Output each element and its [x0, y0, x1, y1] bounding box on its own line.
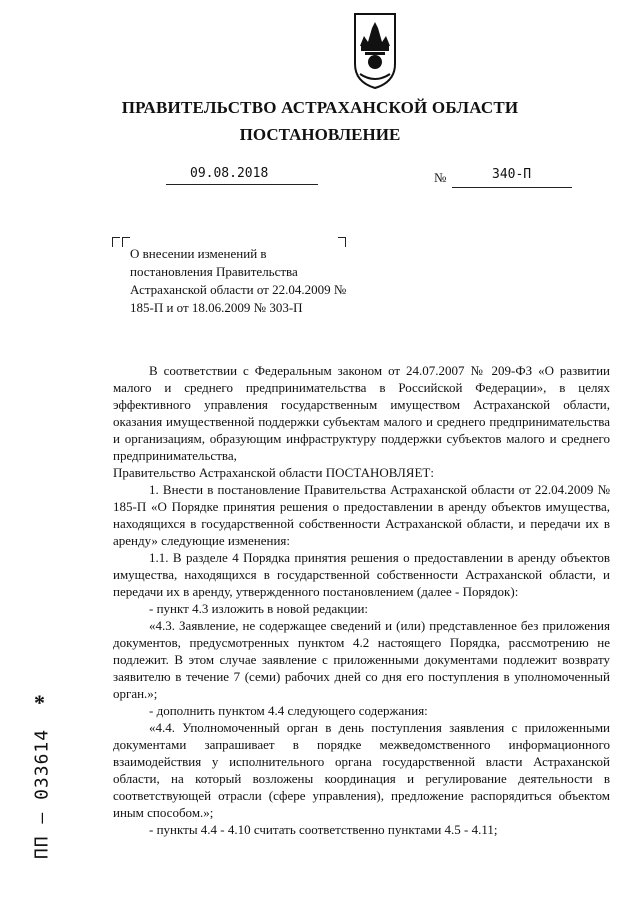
side-serial-code: [30, 714, 54, 874]
document-number: 340-П: [492, 167, 532, 182]
body-paragraph: «4.3. Заявление, не содержащее сведений и (или) представленное без приложения документов, предусмотренных пунктом 4.2 настоящего Порядка, рассмотрению не подлежит. В этом случае заявление с приложенными документами подлежит возврату заявителю в течение 7 (семи) рабочих дней со дня его поступления в уполномоченный орган.»;: [113, 618, 610, 701]
coat-of-arms-emblem: [350, 12, 400, 90]
body-paragraph: - дополнить пунктом 4.4 следующего содержания:: [149, 703, 428, 718]
side-serial-code-text: ПП – 033614: [31, 728, 53, 860]
document-subject: О внесении изменений в постановления Правительства Астраханской области от 22.04.2009 № 185-П и от 18.06.2009 № 303-П: [130, 246, 347, 315]
body-paragraph: В соответствии с Федеральным законом от 24.07.2007 № 209-ФЗ «О развитии малого и среднего предпринимательства в Российской Федерации», в целях эффективного управления государственным имуществом Астраханской области, оказания имущественной поддержки субъектам малого и среднего предпринимательства и организациям, образующим инфраструктуру поддержки субъектов малого и среднего предпринимательства,: [113, 363, 610, 463]
body-paragraph: - пункт 4.3 изложить в новой редакции:: [149, 601, 369, 616]
body-paragraph: 1. Внести в постановление Правительства Астраханской области от 22.04.2009 № 185-П «О Порядке принятия решения о предоставлении в аренду объектов имущества, находящихся в государственной собственности Астраханской области, и передачи их в аренду» следующие изменения:: [113, 482, 610, 548]
left-corner-bracket: [112, 237, 120, 247]
body-paragraph: Правительство Астраханской области ПОСТАНОВЛЯЕТ:: [113, 465, 434, 480]
body-paragraph: «4.4. Уполномоченный орган в день поступления заявления с приложенными документами запрашивает в порядке межведомственного информационного взаимодействия у исполнительного органа государственной власти Астраханской области, на который возложены координация и регулирование деятельности в соответствующей отрасли (сфере управления), предложение распорядиться объектом иным способом.»;: [113, 720, 610, 820]
body-paragraph: - пункты 4.4 - 4.10 считать соответственно пунктами 4.5 - 4.11;: [149, 822, 498, 837]
side-mark: *: [34, 690, 45, 715]
document-type: ПОСТАНОВЛЕНИЕ: [239, 125, 401, 144]
document-date: 09.08.2018: [190, 166, 269, 181]
organization-title: ПРАВИТЕЛЬСТВО АСТРАХАНСКОЙ ОБЛАСТИ: [121, 98, 519, 117]
body-paragraph: 1.1. В разделе 4 Порядка принятия решения о предоставлении в аренду объектов имущества, находящихся в государственной собственности Астраханской области, и передачи их в аренду, утвержденного постановлением (далее - Порядок):: [113, 550, 610, 599]
date-underline: [166, 183, 318, 185]
number-sign: №: [434, 170, 447, 185]
subject-corner-open: [122, 237, 130, 247]
number-underline: [452, 186, 572, 188]
document-body: [113, 362, 610, 838]
